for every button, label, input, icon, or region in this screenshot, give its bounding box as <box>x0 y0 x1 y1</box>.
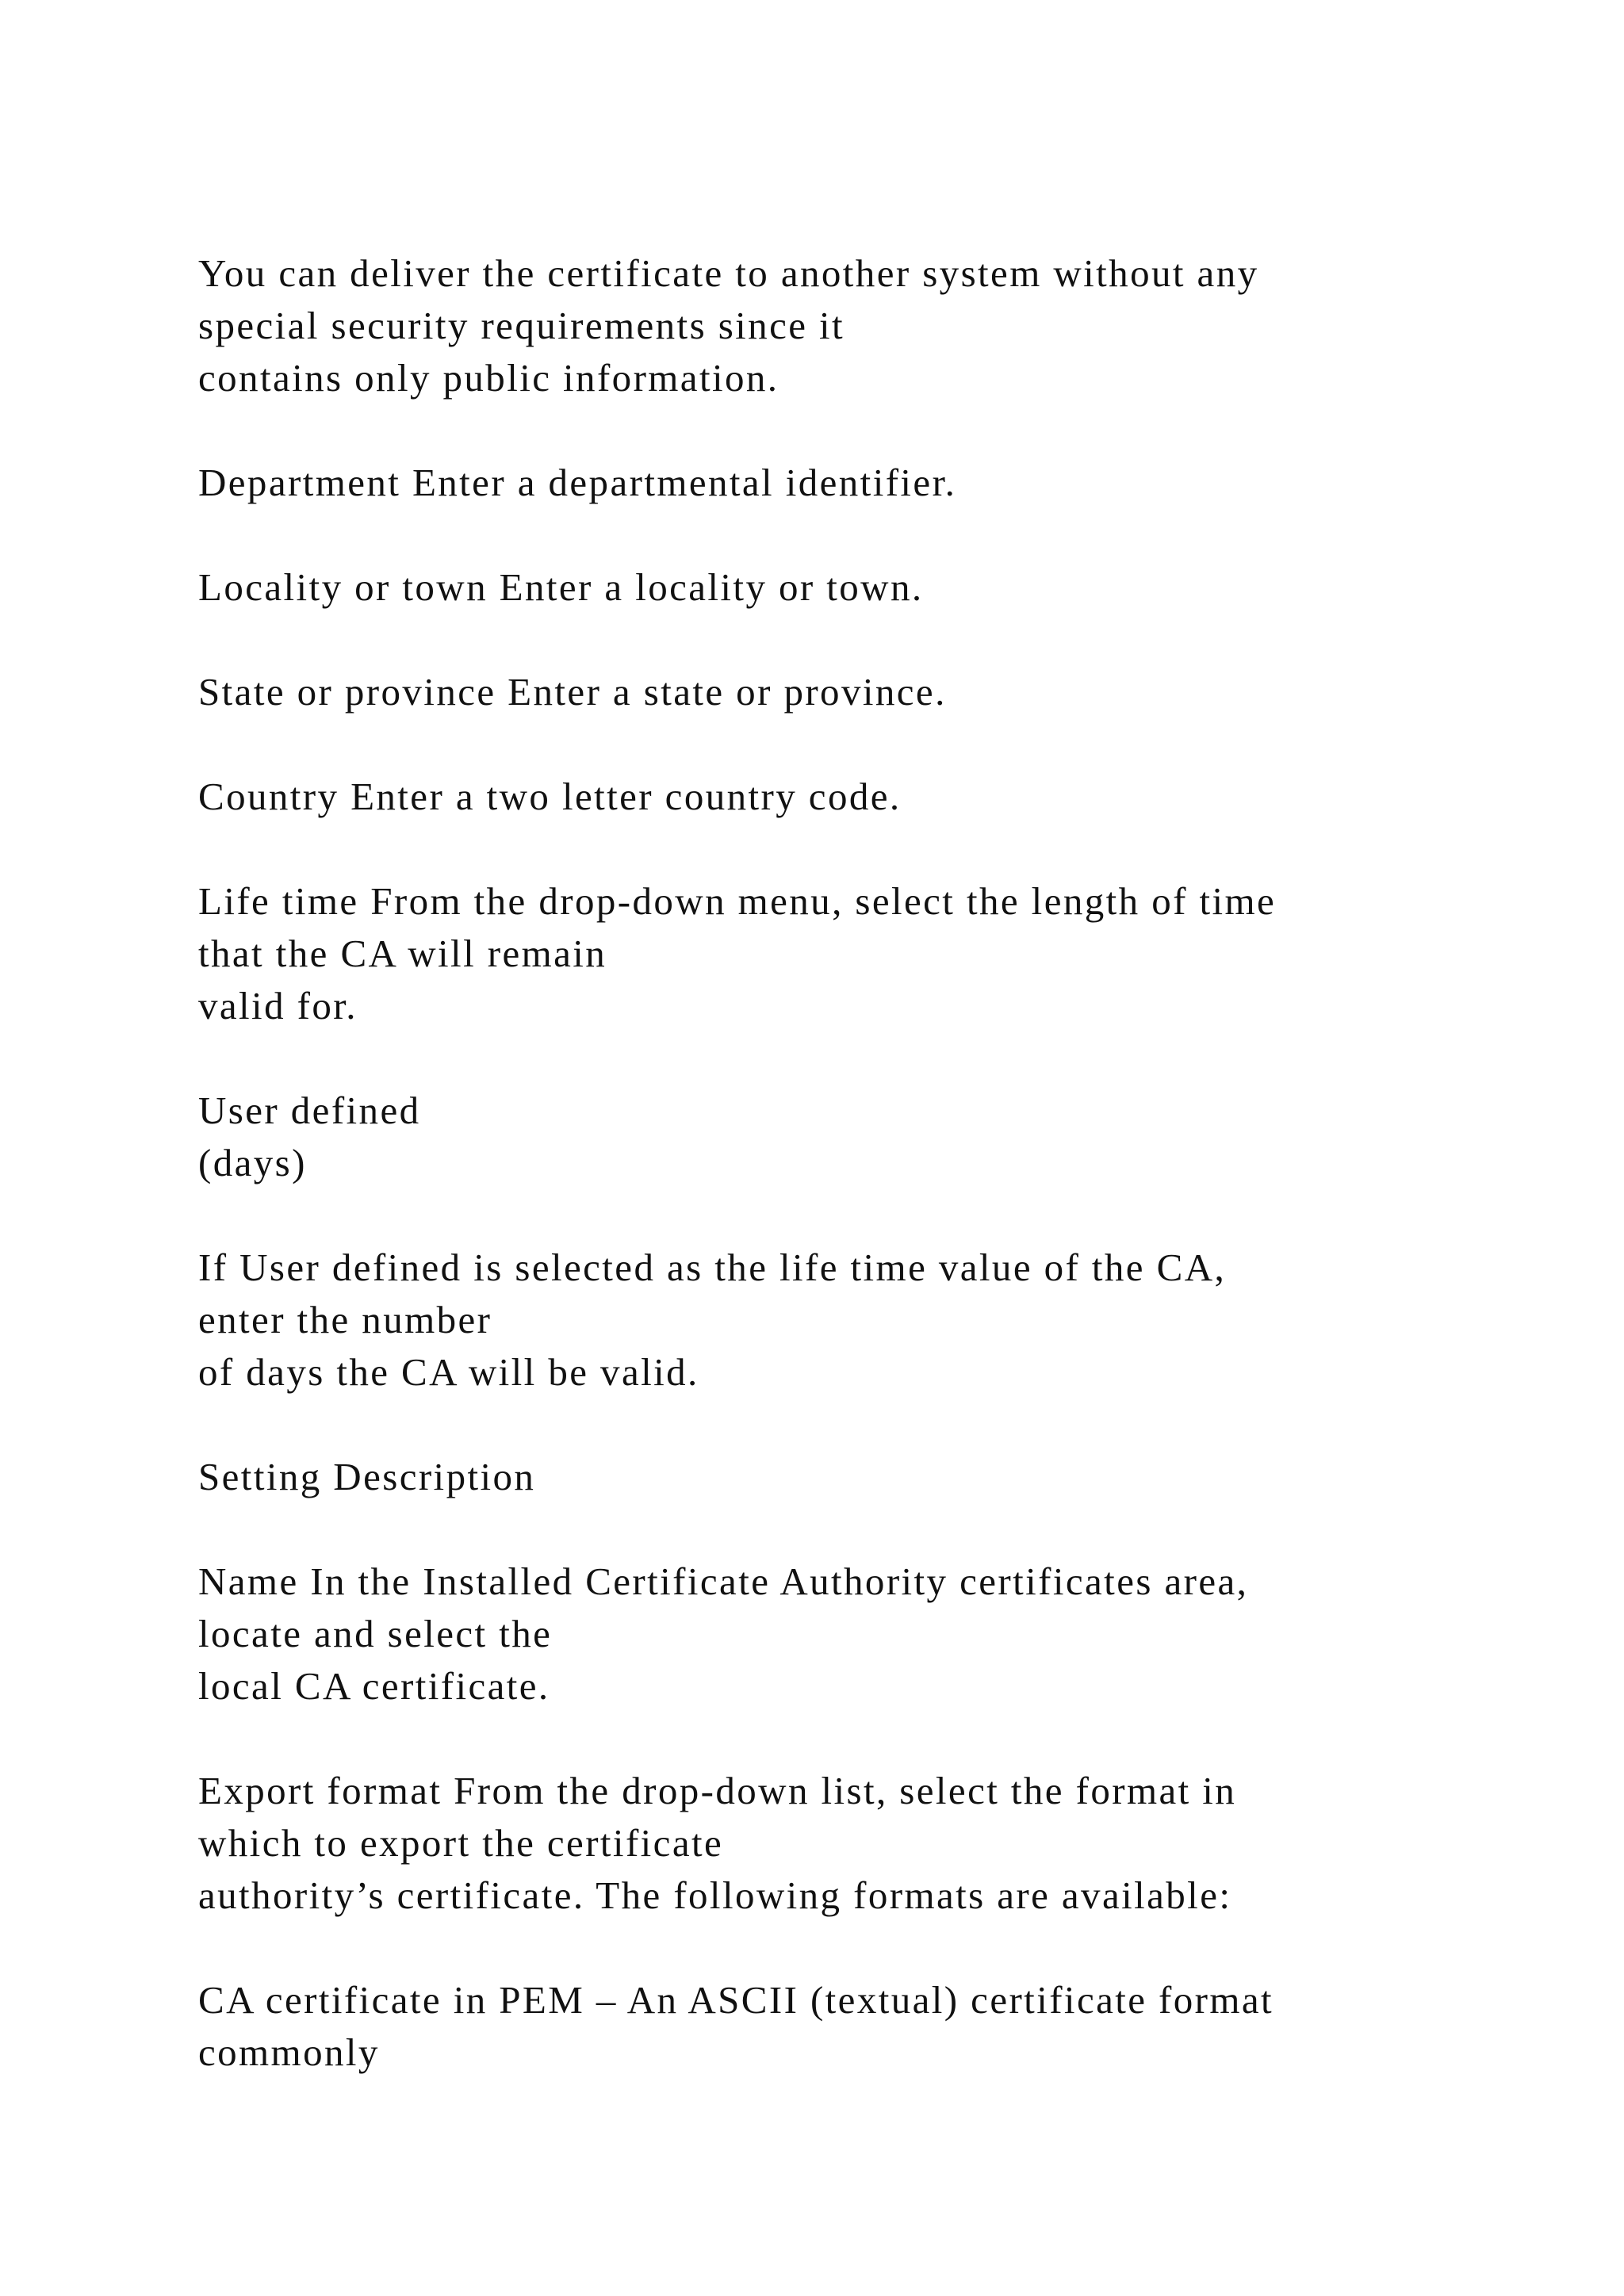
paragraph-department <box>198 457 1546 509</box>
paragraph-locality <box>198 561 1546 614</box>
text-line: authority’s certificate. The following formats are available: <box>198 1873 1232 1917</box>
text-line: Setting Description <box>198 1455 536 1498</box>
text-line: If User defined is selected as the life time value of the CA, <box>198 1246 1227 1289</box>
paragraph-country <box>198 771 1546 823</box>
paragraph-name <box>198 1556 1546 1712</box>
text-line: User defined <box>198 1089 421 1132</box>
paragraph-user-defined-days <box>198 1242 1546 1399</box>
text-line: Department Enter a departmental identifier. <box>198 461 957 504</box>
text-line: contains only public information. <box>198 356 779 400</box>
paragraph-user-defined <box>198 1085 1546 1189</box>
text-line: local CA certificate. <box>198 1664 550 1708</box>
text-line: special security requirements since it <box>198 304 845 347</box>
text-line: enter the number <box>198 1298 492 1341</box>
text-line: You can deliver the certificate to another system without any <box>198 251 1259 295</box>
text-line: Locality or town Enter a locality or town. <box>198 565 924 609</box>
text-line: which to export the certificate <box>198 1821 724 1865</box>
text-line: Life time From the drop-down menu, select the length of time <box>198 879 1277 923</box>
text-line: locate and select the <box>198 1612 553 1655</box>
paragraph-setting-description <box>198 1451 1546 1503</box>
text-line: Name In the Installed Certificate Authority certificates area, <box>198 1559 1249 1603</box>
text-line: of days the CA will be valid. <box>198 1350 699 1394</box>
text-line: CA certificate in PEM – An ASCII (textual) certificate format <box>198 1978 1274 2022</box>
text-line: Country Enter a two letter country code. <box>198 775 902 818</box>
text-line: (days) <box>198 1141 307 1184</box>
paragraph-certificate-delivery <box>198 247 1546 404</box>
document-body <box>198 247 1546 2131</box>
text-line: that the CA will remain <box>198 932 607 975</box>
paragraph-life-time <box>198 875 1546 1032</box>
paragraph-ca-certificate-pem <box>198 1974 1546 2079</box>
text-line: Export format From the drop-down list, select the format in <box>198 1769 1237 1812</box>
paragraph-state <box>198 666 1546 718</box>
text-line: State or province Enter a state or province. <box>198 670 947 714</box>
text-line: commonly <box>198 2030 380 2074</box>
paragraph-export-format <box>198 1765 1546 1922</box>
text-line: valid for. <box>198 984 358 1027</box>
